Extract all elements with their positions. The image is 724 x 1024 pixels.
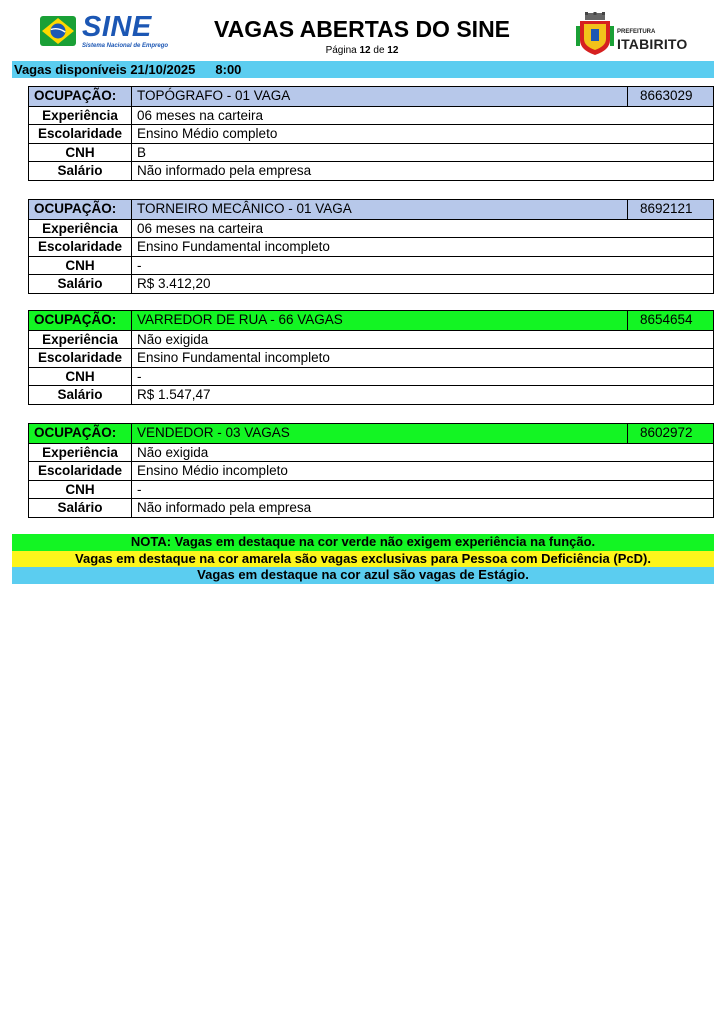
education-label: Escolaridade [29, 125, 132, 143]
page-title: VAGAS ABERTAS DO SINE [213, 16, 511, 42]
page-current: 12 [359, 45, 371, 56]
job-code: 8663029 [627, 87, 713, 106]
license-label: CNH [29, 481, 132, 499]
salary-value: R$ 1.547,47 [137, 387, 211, 402]
brazil-flag-icon [38, 12, 78, 50]
experience-value: 06 meses na carteira [137, 220, 264, 236]
sine-logo [38, 11, 169, 52]
date-label: Vagas disponíveis 21/10/2025 [14, 62, 196, 77]
education-row [29, 237, 713, 256]
note-green: NOTA: Vagas em destaque na cor verde não exigem experiência na função. [12, 534, 714, 551]
experience-value: Não exigida [137, 444, 209, 460]
license-label: CNH [29, 257, 132, 275]
education-label: Escolaridade [29, 349, 132, 367]
experience-value: Não exigida [137, 331, 209, 347]
license-row [29, 480, 713, 499]
education-row [29, 124, 713, 143]
job-card-torneiro [28, 199, 714, 294]
occupation-row [29, 200, 713, 219]
salary-row [29, 274, 713, 293]
education-value: Ensino Fundamental incompleto [137, 239, 330, 254]
salary-value: Não informado pela empresa [137, 500, 312, 515]
note-yellow: Vagas em destaque na cor amarela são vagas exclusivas para Pessoa com Deficiência (PcD). [12, 551, 714, 568]
license-value: B [137, 144, 147, 160]
experience-label: Experiência [29, 107, 132, 125]
page-word: Página [325, 45, 357, 56]
salary-label: Salário [29, 275, 132, 293]
education-row [29, 348, 713, 367]
experience-row [29, 219, 713, 238]
license-value: - [137, 481, 142, 497]
page-indicator [150, 45, 574, 56]
occupation-label: OCUPAÇÃO: [29, 87, 132, 106]
city-shield-icon [576, 12, 614, 56]
salary-value: R$ 3.412,20 [137, 276, 211, 291]
license-row [29, 256, 713, 275]
experience-label: Experiência [29, 444, 132, 462]
experience-row [29, 106, 713, 125]
salary-label: Salário [29, 499, 132, 517]
experience-value: 06 meses na carteira [137, 107, 264, 123]
education-value: Ensino Médio completo [137, 126, 278, 141]
job-title: VENDEDOR - 03 VAGAS [137, 425, 290, 440]
salary-row [29, 498, 713, 517]
experience-label: Experiência [29, 220, 132, 238]
experience-row [29, 443, 713, 462]
page-total: 12 [387, 45, 399, 56]
experience-label: Experiência [29, 331, 132, 349]
prefeitura-label: PREFEITURA [617, 29, 656, 35]
occupation-row [29, 424, 713, 443]
salary-row [29, 161, 713, 180]
occupation-label: OCUPAÇÃO: [29, 424, 132, 443]
occupation-label: OCUPAÇÃO: [29, 200, 132, 219]
license-value: - [137, 368, 142, 384]
job-title: VARREDOR DE RUA - 66 VAGAS [137, 312, 343, 327]
education-label: Escolaridade [29, 462, 132, 480]
job-title: TORNEIRO MECÂNICO - 01 VAGA [137, 201, 352, 216]
note-blue: Vagas em destaque na cor azul são vagas de Estágio. [12, 567, 714, 584]
date-time: 8:00 [215, 62, 242, 77]
license-label: CNH [29, 368, 132, 386]
job-card-topografo [28, 86, 714, 181]
occupation-label: OCUPAÇÃO: [29, 311, 132, 330]
sine-brand: SINE [82, 11, 152, 43]
salary-value: Não informado pela empresa [137, 163, 312, 178]
education-value: Ensino Fundamental incompleto [137, 350, 330, 365]
job-code: 8692121 [627, 200, 713, 219]
page-of: de [373, 45, 385, 56]
license-row [29, 367, 713, 386]
city-name: ITABIRITO [617, 36, 688, 52]
experience-row [29, 330, 713, 349]
job-title: TOPÓGRAFO - 01 VAGA [137, 88, 291, 103]
prefeitura-logo [576, 12, 696, 56]
legend-notes [12, 534, 714, 584]
date-bar [12, 61, 714, 78]
license-label: CNH [29, 144, 132, 162]
license-value: - [137, 257, 142, 273]
page-header [0, 0, 724, 62]
job-card-varredor [28, 310, 714, 405]
salary-label: Salário [29, 162, 132, 180]
education-value: Ensino Médio incompleto [137, 463, 288, 478]
salary-row [29, 385, 713, 404]
license-row [29, 143, 713, 162]
sine-subtitle: Sistema Nacional de Emprego [82, 43, 169, 49]
occupation-row [29, 311, 713, 330]
salary-label: Salário [29, 386, 132, 404]
education-label: Escolaridade [29, 238, 132, 256]
job-code: 8654654 [627, 311, 713, 330]
education-row [29, 461, 713, 480]
job-code: 8602972 [627, 424, 713, 443]
occupation-row [29, 87, 713, 106]
job-card-vendedor [28, 423, 714, 518]
